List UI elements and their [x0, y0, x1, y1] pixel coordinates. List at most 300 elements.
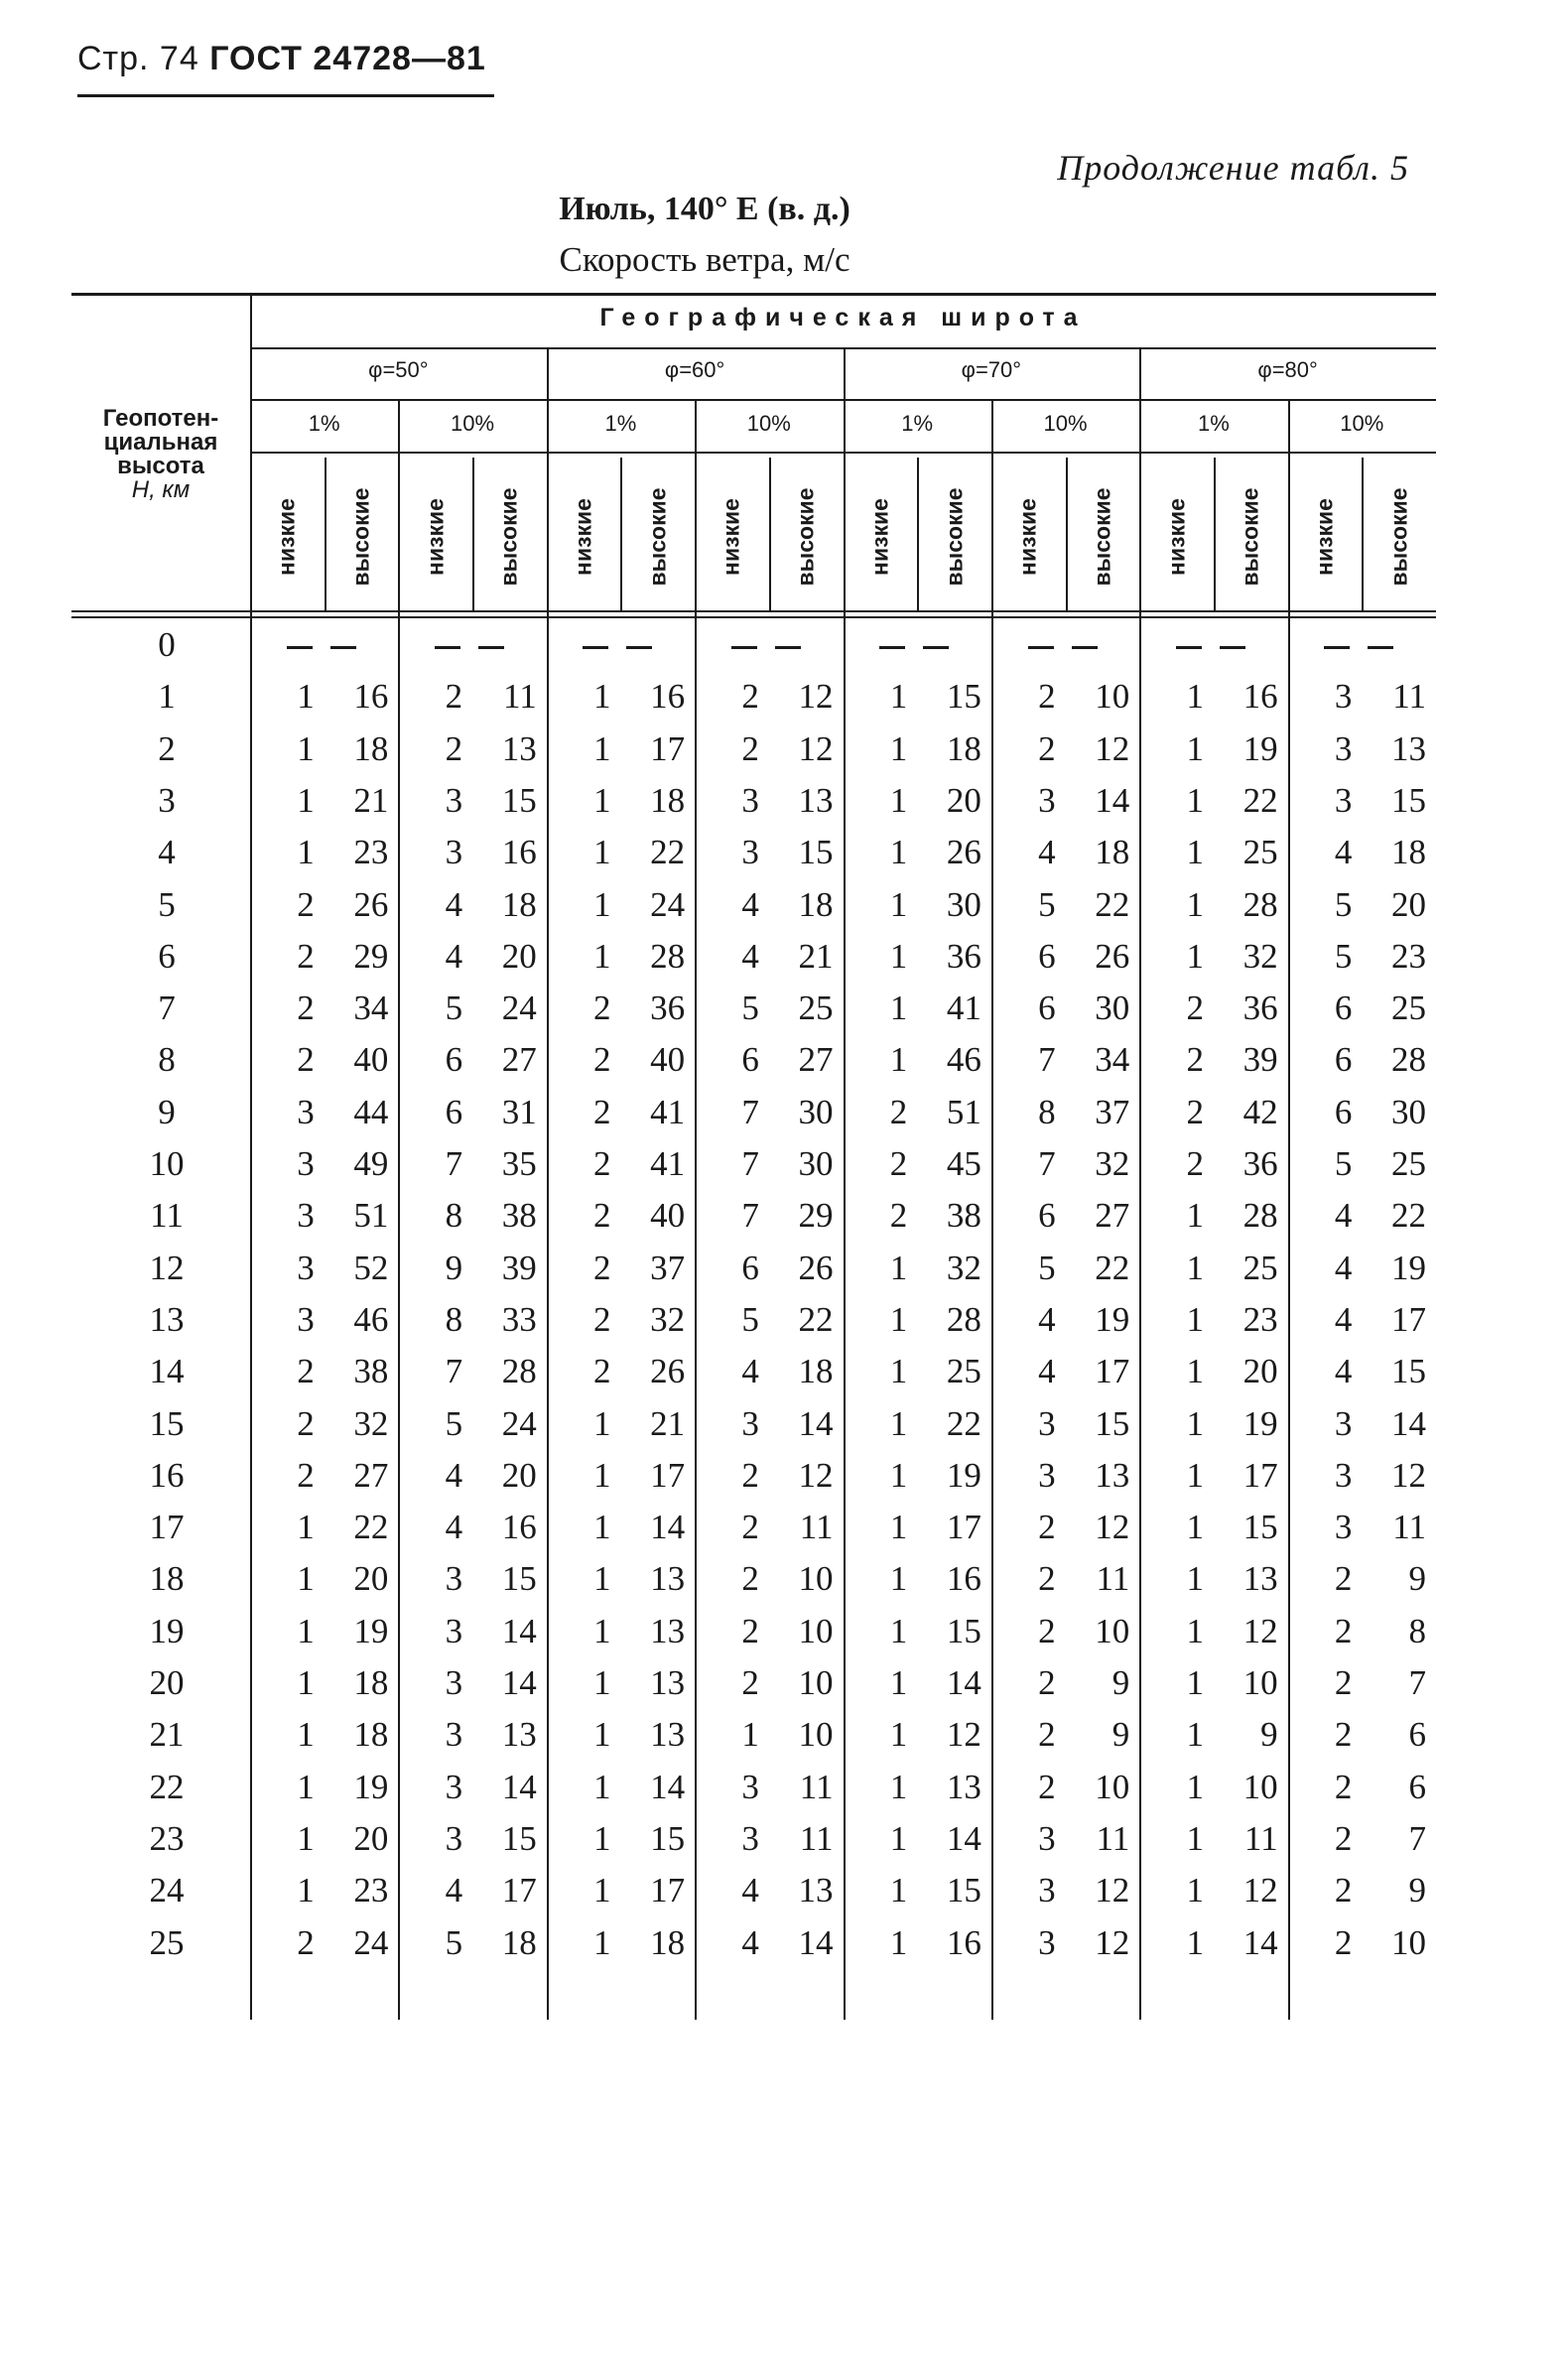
wind-value: 2	[741, 728, 759, 768]
wind-value: 1	[297, 1871, 315, 1911]
wind-value: 7	[1408, 1818, 1426, 1858]
wind-value: 16	[946, 1559, 981, 1599]
wind-value: 25	[1242, 1248, 1278, 1287]
wind-value: 25	[946, 1352, 981, 1391]
wind-value: 6	[1408, 1767, 1426, 1806]
wind-value: 14	[1242, 1922, 1278, 1962]
wind-value: 1	[592, 1922, 611, 1962]
wind-value: 2	[445, 677, 463, 717]
wind-value: 16	[353, 677, 389, 717]
latitude-header: φ=60°	[664, 357, 725, 382]
wind-value: 13	[798, 1871, 834, 1911]
wind-value: 25	[1391, 988, 1426, 1028]
group-header: Географическая широта	[599, 304, 1087, 331]
wind-value: 30	[946, 884, 981, 924]
wind-value: 2	[1038, 1559, 1056, 1599]
level-label: высокие	[1089, 487, 1115, 587]
wind-value: 17	[501, 1871, 537, 1911]
wind-value: 1	[1186, 1818, 1204, 1858]
wind-value: 14	[501, 1611, 537, 1650]
wind-value: 28	[650, 936, 686, 976]
height-value: 13	[149, 1299, 185, 1339]
wind-value: 7	[1038, 1144, 1056, 1183]
wind-value: 1	[1186, 1508, 1204, 1547]
no-data-dash	[879, 646, 905, 649]
height-value: 5	[158, 884, 176, 924]
level-label: высокие	[347, 487, 374, 587]
wind-value: 2	[592, 1040, 611, 1080]
level-divider	[620, 458, 622, 610]
wind-value: 2	[1186, 1144, 1204, 1183]
wind-value: 37	[1095, 1092, 1130, 1131]
wind-value: 1	[592, 1663, 611, 1702]
wind-value: 1	[889, 1559, 908, 1599]
wind-value: 1	[592, 1767, 611, 1806]
level-label: низкие	[570, 498, 596, 576]
level-divider	[1214, 458, 1216, 610]
no-data-dash	[1176, 646, 1202, 649]
wind-value: 2	[297, 988, 315, 1028]
wind-value: 36	[1242, 1144, 1278, 1183]
wind-value: 1	[592, 677, 611, 717]
wind-value: 16	[501, 1508, 537, 1547]
percent-header: 10%	[1340, 411, 1384, 436]
wind-value: 18	[798, 1352, 834, 1391]
wind-value: 12	[1095, 1508, 1130, 1547]
wind-value: 2	[741, 1663, 759, 1702]
no-data-dash	[330, 646, 356, 649]
height-value: 7	[158, 988, 176, 1028]
wind-value: 22	[798, 1299, 834, 1339]
wind-value: 4	[1334, 1299, 1353, 1339]
wind-value: 22	[1242, 780, 1278, 820]
wind-value: 4	[1334, 1352, 1353, 1391]
height-value: 0	[158, 625, 176, 664]
wind-value: 1	[889, 1403, 908, 1443]
wind-value: 1	[592, 1871, 611, 1911]
level-label: низкие	[1163, 498, 1190, 576]
table-caption: Скорость ветра, м/с	[559, 240, 850, 279]
wind-value: 8	[445, 1299, 463, 1339]
level-label: низкие	[1311, 498, 1338, 576]
wind-value: 29	[353, 936, 389, 976]
wind-value: 13	[501, 1715, 537, 1755]
wind-value: 46	[946, 1040, 981, 1080]
wind-value: 1	[1186, 1403, 1204, 1443]
wind-value: 32	[1095, 1144, 1130, 1183]
wind-value: 1	[592, 780, 611, 820]
wind-value: 4	[1334, 1248, 1353, 1287]
height-value: 14	[149, 1352, 185, 1391]
level-divider	[472, 458, 474, 610]
wind-value: 12	[1095, 1922, 1130, 1962]
wind-value: 24	[501, 988, 537, 1028]
wind-value: 3	[445, 1611, 463, 1650]
wind-value: 17	[650, 728, 686, 768]
wind-value: 45	[946, 1144, 981, 1183]
wind-value: 19	[353, 1767, 389, 1806]
wind-value: 1	[889, 1040, 908, 1080]
wind-value: 1	[889, 728, 908, 768]
wind-value: 15	[798, 833, 834, 872]
wind-value: 13	[650, 1559, 686, 1599]
height-value: 3	[158, 780, 176, 820]
wind-value: 1	[592, 1508, 611, 1547]
no-data-dash	[478, 646, 504, 649]
height-value: 21	[149, 1715, 185, 1755]
wind-value: 1	[1186, 1299, 1204, 1339]
wind-value: 13	[501, 728, 537, 768]
wind-value: 22	[1095, 1248, 1130, 1287]
wind-value: 1	[592, 936, 611, 976]
wind-value: 19	[353, 1611, 389, 1650]
wind-value: 6	[741, 1040, 759, 1080]
wind-value: 4	[445, 1508, 463, 1547]
wind-value: 11	[1096, 1818, 1130, 1858]
wind-value: 1	[1186, 1559, 1204, 1599]
wind-value: 14	[946, 1663, 981, 1702]
wind-value: 3	[1038, 780, 1056, 820]
wind-value: 17	[650, 1455, 686, 1495]
wind-value: 32	[650, 1299, 686, 1339]
wind-value: 30	[798, 1144, 834, 1183]
no-data-dash	[1368, 646, 1393, 649]
wind-value: 2	[889, 1196, 908, 1236]
height-value: 10	[149, 1144, 185, 1183]
wind-value: 25	[1242, 833, 1278, 872]
wind-value: 22	[1391, 1196, 1426, 1236]
wind-value: 2	[1334, 1663, 1353, 1702]
wind-value: 40	[650, 1040, 686, 1080]
wind-value: 19	[1242, 728, 1278, 768]
wind-value: 17	[650, 1871, 686, 1911]
height-value: 20	[149, 1663, 185, 1702]
wind-value: 3	[741, 833, 759, 872]
wind-value: 39	[1242, 1040, 1278, 1080]
wind-value: 1	[1186, 1352, 1204, 1391]
wind-value: 3	[297, 1299, 315, 1339]
wind-value: 2	[592, 1144, 611, 1183]
wind-value: 36	[1242, 988, 1278, 1028]
percent-header: 1%	[1198, 411, 1230, 436]
wind-value: 1	[741, 1715, 759, 1755]
wind-value: 32	[1242, 936, 1278, 976]
wind-value: 4	[1038, 1352, 1056, 1391]
standard-number: ГОСТ 24728—81	[209, 40, 486, 77]
wind-value: 12	[798, 1455, 834, 1495]
wind-value: 12	[1095, 728, 1130, 768]
wind-value: 10	[1391, 1922, 1426, 1962]
wind-value: 41	[946, 988, 981, 1028]
wind-value: 10	[1242, 1767, 1278, 1806]
wind-value: 2	[1334, 1715, 1353, 1755]
percent-header: 10%	[746, 411, 791, 436]
wind-value: 1	[889, 988, 908, 1028]
percent-header: 10%	[1043, 411, 1088, 436]
wind-value: 15	[1391, 780, 1426, 820]
wind-value: 23	[353, 833, 389, 872]
wind-value: 3	[1334, 780, 1353, 820]
wind-value: 14	[798, 1922, 834, 1962]
wind-value: 6	[741, 1248, 759, 1287]
wind-value: 1	[1186, 936, 1204, 976]
wind-value: 3	[741, 780, 759, 820]
wind-value: 3	[1334, 1455, 1353, 1495]
wind-value: 2	[1186, 1040, 1204, 1080]
wind-value: 4	[741, 1352, 759, 1391]
wind-value: 2	[297, 1040, 315, 1080]
height-value: 23	[149, 1818, 185, 1858]
wind-value: 4	[1334, 1196, 1353, 1236]
wind-value: 27	[501, 1040, 537, 1080]
wind-value: 33	[501, 1299, 537, 1339]
wind-value: 34	[353, 988, 389, 1028]
wind-value: 20	[353, 1818, 389, 1858]
wind-value: 12	[1242, 1611, 1278, 1650]
wind-value: 4	[741, 936, 759, 976]
wind-value: 24	[353, 1922, 389, 1962]
wind-value: 10	[798, 1715, 834, 1755]
wind-value: 2	[1334, 1611, 1353, 1650]
wind-value: 1	[889, 1663, 908, 1702]
wind-value: 5	[1038, 1248, 1056, 1287]
wind-value: 14	[650, 1767, 686, 1806]
wind-value: 9	[1408, 1559, 1426, 1599]
wind-value: 2	[592, 1092, 611, 1131]
wind-value: 16	[946, 1922, 981, 1962]
wind-value: 6	[1038, 936, 1056, 976]
wind-value: 41	[650, 1144, 686, 1183]
height-value: 4	[158, 833, 176, 872]
wind-value: 16	[501, 833, 537, 872]
wind-value: 12	[1391, 1455, 1426, 1495]
wind-value: 3	[741, 1767, 759, 1806]
wind-value: 14	[946, 1818, 981, 1858]
no-data-dash	[1072, 646, 1098, 649]
wind-value: 2	[1038, 1767, 1056, 1806]
wind-value: 5	[1334, 936, 1353, 976]
wind-value: 2	[592, 988, 611, 1028]
page-number: Стр. 74	[77, 40, 199, 77]
wind-value: 17	[946, 1508, 981, 1547]
wind-value: 27	[353, 1455, 389, 1495]
height-value: 15	[149, 1403, 185, 1443]
height-value: 17	[149, 1508, 185, 1547]
wind-value: 6	[1334, 1092, 1353, 1131]
wind-value: 28	[1391, 1040, 1426, 1080]
wind-value: 18	[353, 1663, 389, 1702]
wind-value: 1	[592, 1403, 611, 1443]
latitude-header: φ=70°	[961, 357, 1022, 382]
wind-value: 1	[297, 1818, 315, 1858]
level-label: высокие	[941, 487, 968, 587]
wind-value: 1	[889, 1871, 908, 1911]
wind-value: 9	[1111, 1715, 1130, 1755]
wind-value: 4	[445, 884, 463, 924]
wind-value: 1	[592, 1818, 611, 1858]
wind-value: 3	[1334, 677, 1353, 717]
wind-value: 19	[1242, 1403, 1278, 1443]
wind-value: 18	[650, 1922, 686, 1962]
wind-value: 6	[445, 1040, 463, 1080]
wind-value: 13	[798, 780, 834, 820]
wind-value: 14	[798, 1403, 834, 1443]
wind-value: 3	[297, 1248, 315, 1287]
wind-value: 2	[1038, 1611, 1056, 1650]
wind-value: 10	[798, 1663, 834, 1702]
level-divider	[325, 458, 327, 610]
wind-value: 37	[650, 1248, 686, 1287]
wind-value: 34	[1095, 1040, 1130, 1080]
wind-value: 9	[1408, 1871, 1426, 1911]
wind-value: 6	[445, 1092, 463, 1131]
wind-value: 7	[741, 1144, 759, 1183]
wind-value: 1	[297, 1508, 315, 1547]
wind-value: 18	[501, 884, 537, 924]
wind-value: 26	[353, 884, 389, 924]
wind-value: 10	[798, 1611, 834, 1650]
wind-value: 2	[1334, 1922, 1353, 1962]
wind-value: 5	[445, 1922, 463, 1962]
wind-value: 7	[741, 1092, 759, 1131]
wind-value: 1	[592, 1559, 611, 1599]
wind-value: 20	[1391, 884, 1426, 924]
latitude-header: φ=80°	[1257, 357, 1318, 382]
height-value: 19	[149, 1611, 185, 1650]
wind-value: 38	[946, 1196, 981, 1236]
wind-value: 13	[650, 1715, 686, 1755]
level-label: низкие	[1014, 498, 1041, 576]
wind-value: 2	[297, 1922, 315, 1962]
wind-value: 25	[1391, 1144, 1426, 1183]
wind-value: 20	[501, 936, 537, 976]
wind-value: 7	[1038, 1040, 1056, 1080]
wind-value: 20	[1242, 1352, 1278, 1391]
wind-value: 23	[353, 1871, 389, 1911]
level-label: низкие	[866, 498, 893, 576]
wind-value: 2	[297, 936, 315, 976]
header-rule	[77, 94, 494, 97]
wind-value: 18	[650, 780, 686, 820]
wind-value: 13	[1242, 1559, 1278, 1599]
wind-value: 15	[501, 780, 537, 820]
no-data-dash	[287, 646, 313, 649]
wind-value: 26	[1095, 936, 1130, 976]
wind-value: 3	[445, 1663, 463, 1702]
wind-value: 1	[889, 1299, 908, 1339]
level-divider	[1066, 458, 1068, 610]
wind-value: 15	[501, 1818, 537, 1858]
wind-value: 18	[1391, 833, 1426, 872]
percent-header: 1%	[901, 411, 934, 436]
wind-value: 4	[1038, 833, 1056, 872]
no-data-dash	[1028, 646, 1054, 649]
wind-value: 49	[353, 1144, 389, 1183]
wind-value: 3	[297, 1144, 315, 1183]
wind-value: 5	[445, 1403, 463, 1443]
wind-value: 41	[650, 1092, 686, 1131]
wind-value: 2	[1334, 1871, 1353, 1911]
wind-value: 1	[889, 1767, 908, 1806]
wind-value: 3	[1038, 1455, 1056, 1495]
no-data-dash	[435, 646, 460, 649]
level-divider	[917, 458, 919, 610]
wind-value: 11	[1096, 1559, 1130, 1599]
wind-value: 15	[650, 1818, 686, 1858]
wind-value: 6	[1334, 988, 1353, 1028]
wind-value: 1	[889, 677, 908, 717]
wind-value: 10	[798, 1559, 834, 1599]
wind-value: 1	[1186, 1196, 1204, 1236]
wind-value: 3	[445, 1559, 463, 1599]
wind-value: 7	[741, 1196, 759, 1236]
continuation-note: Продолжение табл. 5	[1057, 148, 1409, 188]
wind-value: 5	[445, 988, 463, 1028]
wind-value: 9	[1260, 1715, 1278, 1755]
wind-value: 1	[592, 1455, 611, 1495]
wind-value: 1	[1186, 833, 1204, 872]
wind-value: 1	[1186, 1767, 1204, 1806]
wind-value: 17	[1242, 1455, 1278, 1495]
level-divider	[1362, 458, 1364, 610]
wind-value: 14	[501, 1663, 537, 1702]
wind-value: 15	[1391, 1352, 1426, 1391]
wind-value: 1	[1186, 1871, 1204, 1911]
wind-value: 1	[1186, 1922, 1204, 1962]
wind-value: 28	[946, 1299, 981, 1339]
height-value: 8	[158, 1040, 176, 1080]
wind-value: 2	[1038, 1663, 1056, 1702]
wind-value: 42	[1242, 1092, 1278, 1131]
percent-header: 1%	[308, 411, 340, 436]
wind-value: 17	[1095, 1352, 1130, 1391]
wind-value: 14	[501, 1767, 537, 1806]
wind-value: 3	[1334, 728, 1353, 768]
wind-value: 1	[1186, 884, 1204, 924]
stub-header-line: циальная	[103, 429, 218, 456]
percent-header: 10%	[451, 411, 495, 436]
wind-value: 3	[1334, 1508, 1353, 1547]
wind-value: 10	[1242, 1663, 1278, 1702]
wind-value: 39	[501, 1248, 537, 1287]
no-data-dash	[775, 646, 801, 649]
wind-value: 1	[1186, 1663, 1204, 1702]
wind-value: 2	[741, 677, 759, 717]
wind-value: 22	[1095, 884, 1130, 924]
header-bottom-rule	[71, 610, 1436, 612]
latitude-header: φ=50°	[368, 357, 429, 382]
wind-value: 14	[650, 1508, 686, 1547]
no-data-dash	[1324, 646, 1350, 649]
wind-value: 26	[798, 1248, 834, 1287]
wind-value: 15	[946, 1611, 981, 1650]
table-subtitle: Июль, 140° Е (в. д.)	[559, 191, 850, 227]
wind-value: 14	[1391, 1403, 1426, 1443]
wind-value: 32	[946, 1248, 981, 1287]
wind-value: 23	[1391, 936, 1426, 976]
wind-value: 1	[592, 728, 611, 768]
wind-value: 3	[1038, 1871, 1056, 1911]
stub-header-line: Н, км	[131, 476, 191, 503]
wind-value: 18	[353, 1715, 389, 1755]
wind-value: 28	[1242, 1196, 1278, 1236]
wind-value: 5	[1038, 884, 1056, 924]
wind-value: 1	[297, 780, 315, 820]
wind-value: 2	[592, 1248, 611, 1287]
wind-value: 25	[798, 988, 834, 1028]
wind-value: 1	[889, 884, 908, 924]
wind-value: 1	[1186, 1455, 1204, 1495]
